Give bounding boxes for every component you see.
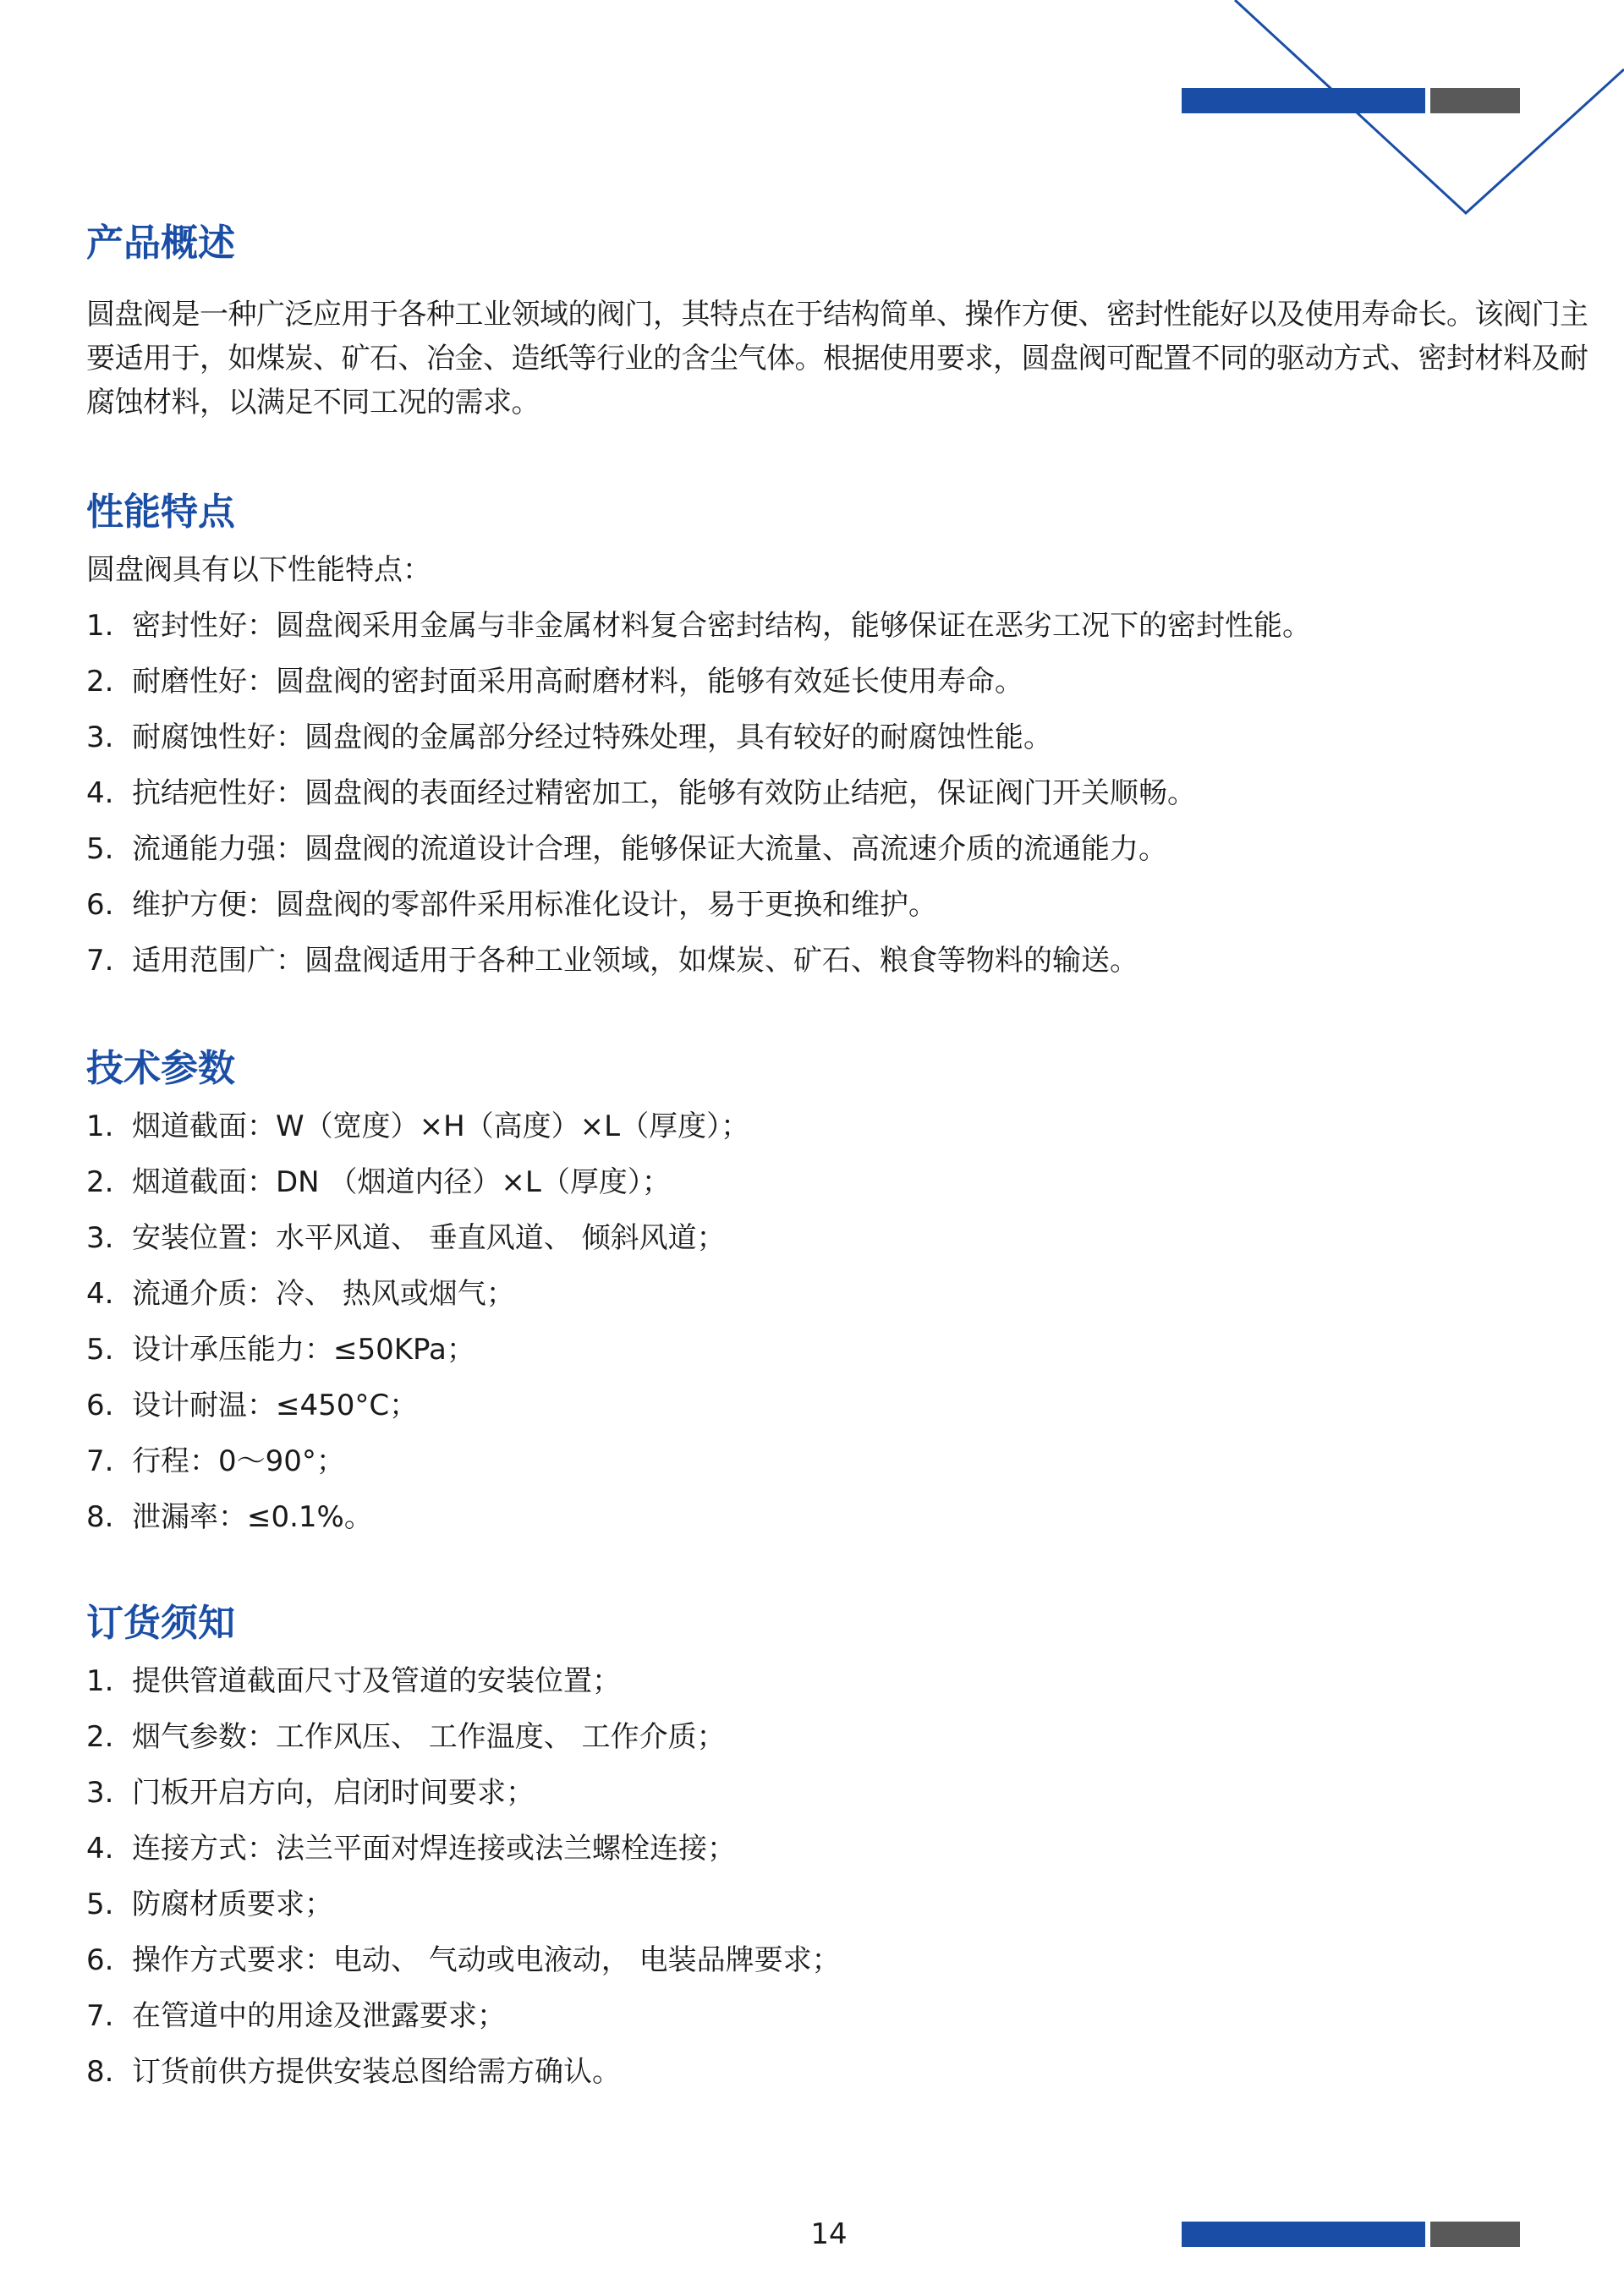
list-item-text: 行程：0～90°； bbox=[132, 1444, 345, 1478]
list-item-number: 4. bbox=[86, 1832, 114, 1866]
list-item-number: 3. bbox=[86, 721, 114, 754]
list-item-text: 密封性好：圆盘阀采用金属与非金属材料复合密封结构，能够保证在恶劣工况下的密封性能。 bbox=[132, 609, 1311, 643]
list-item-text: 操作方式要求：电动、 气动或电液动， 电装品牌要求； bbox=[132, 1943, 841, 1977]
list-item-number: 7. bbox=[86, 1444, 114, 1478]
list-item-text: 适用范围广：圆盘阀适用于各种工业领域，如煤炭、矿石、粮食等物料的输送。 bbox=[132, 944, 1138, 978]
header-accent-bar-blue bbox=[1182, 88, 1425, 113]
footer-accent-bar-blue bbox=[1182, 2222, 1425, 2247]
list-item-text: 耐腐蚀性好：圆盘阀的金属部分经过特殊处理，具有较好的耐腐蚀性能。 bbox=[132, 721, 1052, 754]
list-item-text: 烟道截面：W（宽度）×H（高度）×L（厚度）； bbox=[132, 1110, 750, 1143]
list-item-number: 7. bbox=[86, 1999, 114, 2033]
list-item-number: 6. bbox=[86, 888, 114, 922]
list-item-number: 2. bbox=[86, 665, 114, 699]
specs-heading: 技术参数 bbox=[86, 1047, 235, 1090]
specs-list-item bbox=[86, 1328, 475, 1372]
ordering-list-item bbox=[86, 1938, 841, 1982]
list-item-text: 烟道截面：DN （烟道内径）×L（厚度）； bbox=[132, 1165, 671, 1199]
list-item-number: 1. bbox=[86, 1664, 114, 1698]
list-item-number: 1. bbox=[86, 1110, 114, 1143]
list-item-text: 安装位置：水平风道、 垂直风道、 倾斜风道； bbox=[132, 1221, 726, 1255]
ordering-list-item bbox=[86, 1994, 506, 2038]
ordering-list-item bbox=[86, 1771, 535, 1815]
list-item-number: 6. bbox=[86, 1389, 114, 1422]
features-list-item bbox=[86, 939, 1138, 983]
list-item-text: 连接方式：法兰平面对焊连接或法兰螺栓连接； bbox=[132, 1832, 736, 1866]
list-item-text: 提供管道截面尺寸及管道的安装位置； bbox=[132, 1664, 621, 1698]
features-list-item bbox=[86, 715, 1052, 759]
page-number: 14 bbox=[810, 2217, 848, 2251]
list-item-number: 6. bbox=[86, 1943, 114, 1977]
list-item-number: 4. bbox=[86, 776, 114, 810]
list-item-text: 门板开启方向，启闭时间要求； bbox=[132, 1776, 535, 1810]
specs-list-item bbox=[86, 1160, 671, 1204]
list-item-number: 8. bbox=[86, 1500, 114, 1534]
list-item-text: 订货前供方提供安装总图给需方确认。 bbox=[132, 2055, 621, 2089]
ordering-list-item bbox=[86, 1715, 726, 1759]
ordering-heading: 订货须知 bbox=[86, 1602, 235, 1645]
ordering-list-item bbox=[86, 1827, 736, 1871]
corner-decoration-lines bbox=[0, 0, 1624, 254]
specs-list-item bbox=[86, 1439, 345, 1483]
list-item-text: 设计耐温：≤450°C； bbox=[132, 1389, 419, 1422]
features-list-item bbox=[86, 771, 1196, 815]
overview-paragraph: 圆盘阀是一种广泛应用于各种工业领域的阀门，其特点在于结构简单、操作方便、密封性能好以及使用寿命长。该阀门主要适用于，如煤炭、矿石、冶金、造纸等行业的含尘气体。根据使用要求，圆盘阀可配置不同的驱动方式、密封材料及耐腐蚀材料，以满足不同工况的需求。 bbox=[86, 298, 1588, 419]
features-heading: 性能特点 bbox=[86, 490, 235, 534]
list-item-text: 烟气参数：工作风压、 工作温度、 工作介质； bbox=[132, 1720, 726, 1754]
list-item-number: 7. bbox=[86, 944, 114, 978]
specs-list-item bbox=[86, 1216, 726, 1260]
features-list-item bbox=[86, 827, 1167, 871]
list-item-text: 维护方便：圆盘阀的零部件采用标准化设计，易于更换和维护。 bbox=[132, 888, 937, 922]
list-item-text: 流通能力强：圆盘阀的流道设计合理，能够保证大流量、高流速介质的流通能力。 bbox=[132, 832, 1167, 866]
ordering-list-item bbox=[86, 1882, 333, 1926]
list-item-text: 抗结疤性好：圆盘阀的表面经过精密加工，能够有效防止结疤，保证阀门开关顺畅。 bbox=[132, 776, 1196, 810]
list-item-text: 泄漏率：≤0.1%。 bbox=[132, 1500, 373, 1534]
list-item-number: 8. bbox=[86, 2055, 114, 2089]
features-list-item bbox=[86, 660, 1023, 704]
features-list-item bbox=[86, 883, 937, 927]
list-item-number: 5. bbox=[86, 1888, 114, 1921]
list-item-text: 防腐材质要求； bbox=[132, 1888, 333, 1921]
specs-list-item bbox=[86, 1495, 373, 1539]
list-item-text: 设计承压能力：≤50KPa； bbox=[132, 1333, 475, 1367]
specs-list-item bbox=[86, 1272, 515, 1316]
list-item-number: 1. bbox=[86, 609, 114, 643]
list-item-number: 3. bbox=[86, 1776, 114, 1810]
header-accent-bar-gray bbox=[1430, 88, 1520, 113]
list-item-number: 5. bbox=[86, 1333, 114, 1367]
overview-heading: 产品概述 bbox=[86, 222, 235, 265]
list-item-number: 3. bbox=[86, 1221, 114, 1255]
specs-list-item bbox=[86, 1384, 418, 1427]
ordering-list-item bbox=[86, 2050, 621, 2094]
list-item-number: 4. bbox=[86, 1277, 114, 1311]
footer-accent-bar-gray bbox=[1430, 2222, 1520, 2247]
specs-list-item bbox=[86, 1104, 749, 1148]
features-intro: 圆盘阀具有以下性能特点： bbox=[86, 553, 431, 587]
list-item-text: 耐磨性好：圆盘阀的密封面采用高耐磨材料，能够有效延长使用寿命。 bbox=[132, 665, 1023, 699]
list-item-number: 5. bbox=[86, 832, 114, 866]
list-item-number: 2. bbox=[86, 1720, 114, 1754]
list-item-number: 2. bbox=[86, 1165, 114, 1199]
ordering-list-item bbox=[86, 1659, 621, 1703]
list-item-text: 在管道中的用途及泄露要求； bbox=[132, 1999, 506, 2033]
features-list-item bbox=[86, 604, 1311, 648]
list-item-text: 流通介质：冷、 热风或烟气； bbox=[132, 1277, 515, 1311]
